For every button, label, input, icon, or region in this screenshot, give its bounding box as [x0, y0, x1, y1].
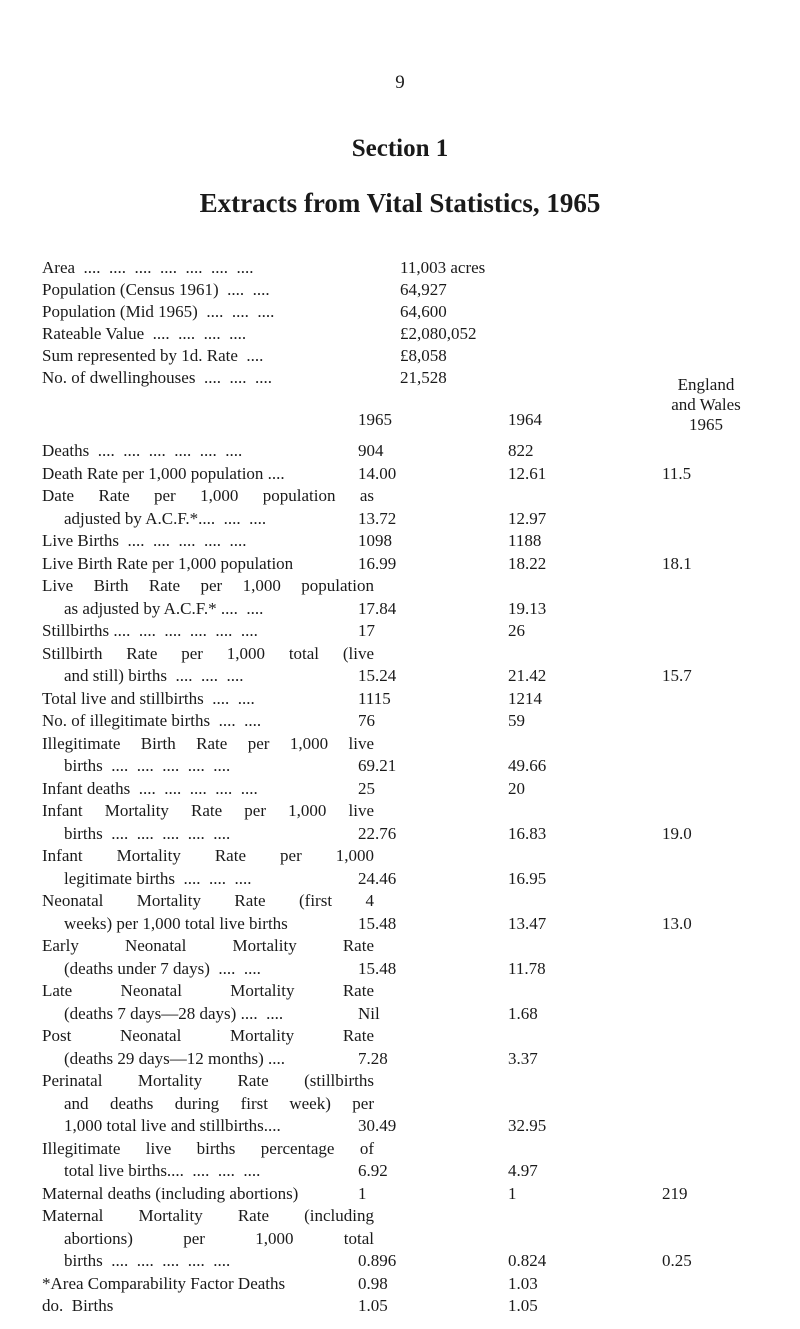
value-1964: 21.42	[508, 666, 547, 685]
row-label-continuation: and deaths during first week) per	[64, 1093, 374, 1113]
row-label: Early Neonatal Mortality Rate	[42, 936, 374, 955]
row-label-continuation: births .... .... .... .... ....	[64, 756, 231, 775]
value-1964: 11.78	[508, 958, 546, 978]
row-label: Deaths .... .... .... .... .... ....	[42, 441, 243, 460]
row-label-continuation: births .... .... .... .... ....	[64, 823, 231, 843]
value-england-wales: 15.7	[662, 666, 692, 685]
value-1964: 12.61	[508, 463, 547, 483]
summary-label: Area .... .... .... .... .... .... ....	[42, 258, 254, 277]
row-label: Live Birth Rate per 1,000 population	[42, 576, 374, 595]
value-1965: 1115	[358, 688, 391, 708]
summary-value: £2,080,052	[400, 324, 477, 343]
column-header-line: England	[677, 375, 735, 394]
column-header-england-wales	[636, 375, 776, 435]
value-1964: 1.68	[508, 1003, 538, 1023]
value-1965: 17.84	[358, 598, 397, 618]
value-1964: 822	[508, 441, 534, 460]
row-label: Infant Mortality Rate per 1,000 live	[42, 801, 374, 820]
value-1964: 26	[508, 621, 525, 640]
value-1964: 1188	[508, 531, 542, 550]
row-label: Illegitimate Birth Rate per 1,000 live	[42, 733, 374, 753]
row-label: Death Rate per 1,000 population ....	[42, 463, 285, 483]
summary-label: No. of dwellinghouses .... .... ....	[42, 368, 272, 387]
row-label-continuation: (deaths 7 days—28 days) .... ....	[64, 1003, 284, 1023]
column-header-line: and Wales	[671, 395, 741, 414]
value-1964: 3.37	[508, 1048, 538, 1068]
value-1965: 1.05	[358, 1296, 388, 1315]
row-label: Post Neonatal Mortality Rate	[42, 1026, 374, 1045]
value-1964: 4.97	[508, 1161, 538, 1180]
summary-label: Sum represented by 1d. Rate ....	[42, 346, 264, 365]
value-1965: Nil	[358, 1003, 380, 1023]
row-label-continuation: legitimate births .... .... ....	[64, 868, 252, 888]
value-1965: 17	[358, 621, 375, 640]
value-england-wales: 19.0	[662, 823, 692, 843]
summary-value: £8,058	[400, 346, 447, 365]
value-1965: 15.48	[358, 958, 397, 978]
value-1964: 16.83	[508, 823, 547, 843]
row-label: Live Births .... .... .... .... ....	[42, 531, 247, 550]
column-header-line: 1965	[689, 415, 723, 434]
row-label: Infant deaths .... .... .... .... ....	[42, 778, 258, 798]
value-1965: 15.24	[358, 666, 397, 685]
summary-row	[42, 302, 602, 324]
value-1964: 1.05	[508, 1296, 538, 1315]
value-england-wales: 18.1	[662, 553, 692, 573]
document-title: Extracts from Vital Statistics, 1965	[199, 188, 601, 218]
summary-label: Rateable Value .... .... .... ....	[42, 324, 247, 343]
value-1965: 69.21	[358, 756, 397, 775]
value-1965: 6.92	[358, 1161, 388, 1180]
value-1964: 16.95	[508, 868, 547, 888]
value-england-wales: 219	[662, 1183, 688, 1203]
summary-label: Population (Mid 1965) .... .... ....	[42, 302, 275, 321]
value-1964: 19.13	[508, 598, 547, 618]
summary-value: 21,528	[400, 368, 447, 387]
value-1964: 12.97	[508, 508, 547, 528]
value-1965: 0.896	[358, 1251, 397, 1270]
row-label: *Area Comparability Factor Deaths	[42, 1273, 286, 1293]
row-label: do. Births	[42, 1296, 114, 1315]
row-label-continuation: births .... .... .... .... ....	[64, 1251, 231, 1270]
section-title: Section 1	[351, 135, 449, 162]
value-1965: 1098	[358, 531, 392, 550]
value-1964: 18.22	[508, 553, 547, 573]
value-1965: 25	[358, 778, 375, 798]
row-label: Total live and stillbirths .... ....	[42, 688, 255, 708]
row-label: Perinatal Mortality Rate (stillbirths	[42, 1071, 374, 1090]
value-1964: 1	[508, 1183, 517, 1203]
summary-value: 64,600	[400, 302, 447, 321]
summary-row	[42, 368, 602, 390]
row-label-continuation: as adjusted by A.C.F.* .... ....	[64, 598, 264, 618]
summary-label: Population (Census 1961) .... ....	[42, 280, 270, 299]
row-label-continuation: adjusted by A.C.F.*.... .... ....	[64, 508, 267, 528]
value-1964: 0.824	[508, 1251, 547, 1270]
row-label: Live Birth Rate per 1,000 population	[42, 553, 294, 573]
row-label-continuation: abortions) per 1,000 total	[64, 1228, 374, 1248]
row-label: Stillbirths .... .... .... .... .... ....	[42, 621, 258, 640]
row-label: Late Neonatal Mortality Rate	[42, 981, 374, 1000]
column-header-1964: 1964	[508, 410, 542, 429]
column-header-1965: 1965	[358, 410, 392, 429]
value-england-wales: 13.0	[662, 913, 692, 933]
row-label-continuation: weeks) per 1,000 total live births	[64, 913, 288, 933]
value-1964: 13.47	[508, 913, 547, 933]
value-1965: 22.76	[358, 823, 397, 843]
row-label: Maternal deaths (including abortions)	[42, 1183, 299, 1203]
row-label: Date Rate per 1,000 population as	[42, 486, 374, 505]
value-1965: 15.48	[358, 913, 397, 933]
summary-row	[42, 280, 602, 302]
row-label-continuation: 1,000 total live and stillbirths....	[64, 1116, 281, 1135]
value-1965: 30.49	[358, 1116, 397, 1135]
value-1964: 49.66	[508, 756, 547, 775]
value-1964: 1214	[508, 688, 542, 708]
row-label: No. of illegitimate births .... ....	[42, 711, 262, 730]
value-1965: 24.46	[358, 868, 397, 888]
summary-row	[42, 324, 602, 346]
summary-value: 11,003 acres	[400, 258, 486, 277]
summary-row	[42, 346, 602, 368]
value-1965: 904	[358, 441, 384, 460]
row-label-continuation: (deaths under 7 days) .... ....	[64, 958, 261, 978]
row-label-continuation: and still) births .... .... ....	[64, 666, 244, 685]
page-number: 9	[395, 72, 405, 93]
value-england-wales: 0.25	[662, 1251, 692, 1270]
row-label: Maternal Mortality Rate (including	[42, 1206, 374, 1225]
value-1964: 1.03	[508, 1273, 538, 1293]
row-label-continuation: (deaths 29 days—12 months) ....	[64, 1048, 285, 1068]
value-1964: 59	[508, 711, 525, 730]
row-label-continuation: total live births.... .... .... ....	[64, 1161, 261, 1180]
summary-value: 64,927	[400, 280, 447, 299]
value-1965: 1	[358, 1183, 367, 1203]
value-1965: 0.98	[358, 1273, 388, 1293]
row-label: Stillbirth Rate per 1,000 total (live	[42, 643, 374, 663]
value-1965: 16.99	[358, 553, 397, 573]
row-label: Illegitimate live births percentage of	[42, 1138, 374, 1158]
row-label: Neonatal Mortality Rate (first 4	[42, 891, 374, 910]
value-1965: 14.00	[358, 463, 397, 483]
row-label: Infant Mortality Rate per 1,000	[42, 846, 374, 865]
value-1965: 7.28	[358, 1048, 388, 1068]
value-1964: 32.95	[508, 1116, 547, 1135]
value-england-wales: 11.5	[662, 463, 692, 483]
summary-row	[42, 258, 602, 280]
value-1965: 13.72	[358, 508, 397, 528]
value-1964: 20	[508, 778, 525, 798]
value-1965: 76	[358, 711, 375, 730]
